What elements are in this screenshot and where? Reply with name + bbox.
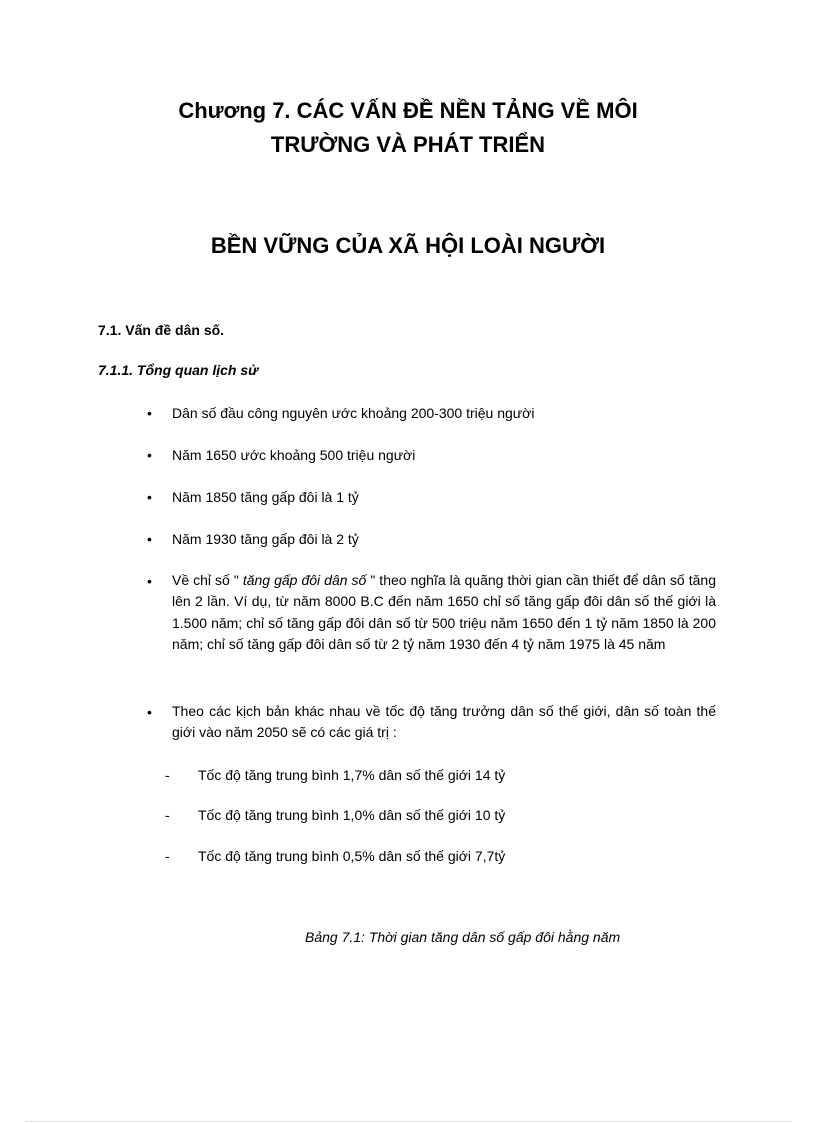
doubling-index-description: " theo nghĩa là quãng thời gian cần thiết để dân số tăng lên 2 lần. Ví dụ, từ năm 8000 B.C đến năm 1650 chỉ số tăng gấp đôi dân số thế giới là 1.500 năm; chỉ số tăng gấp đôi dân số từ 500 triệu năm 1650 đến 1 tỷ năm 1850 là 200 năm; chỉ số tăng gấp đôi dân số từ 2 tỷ năm 1930 đến 4 tỷ năm 1975 là 45 năm (172, 572, 716, 652)
list-item: Năm 1650 ước khoảng 500 triệu người (172, 447, 416, 463)
section-heading: 7.1. Vấn đề dân số. (98, 322, 225, 338)
subsection-heading: 7.1.1. Tổng quan lịch sử (98, 362, 259, 378)
doubling-index-term: tăng gấp đôi dân số (242, 572, 367, 588)
bullet-icon: • (147, 531, 152, 547)
table-caption: Bảng 7.1: Thời gian tăng dân số gấp đôi hằng năm (305, 929, 621, 945)
bullet-icon: • (147, 447, 152, 463)
bullet-icon: • (147, 573, 152, 589)
page-bottom-divider (26, 1121, 792, 1122)
chapter-title-line-3: BỀN VỮNG CỦA XÃ HỘI LOÀI NGƯỜI (210, 233, 606, 258)
bullet-icon: • (147, 704, 152, 720)
chapter-title-line-2: TRƯỜNG VÀ PHÁT TRIỂN (270, 132, 546, 157)
list-item: Dân số đầu công nguyên ước khoảng 200-300 triệu người (172, 405, 535, 421)
scenario-item: Tốc độ tăng trung bình 1,0% dân số thế giới 10 tỷ (198, 807, 506, 823)
dash-marker: - (165, 848, 170, 864)
scenario-item: Tốc độ tăng trung bình 0,5% dân số thế giới 7,7tỷ (198, 848, 506, 864)
list-item (172, 570, 716, 655)
chapter-title-line-1: Chương 7. CÁC VẤN ĐỀ NỀN TẢNG VỀ MÔI (178, 98, 638, 123)
dash-marker: - (165, 807, 170, 823)
scenario-item: Tốc độ tăng trung bình 1,7% dân số thế giới 14 tỷ (198, 767, 506, 783)
bullet-icon: • (147, 489, 152, 505)
list-item: Năm 1850 tăng gấp đôi là 1 tỷ (172, 489, 359, 505)
list-item: Năm 1930 tăng gấp đôi là 2 tỷ (172, 531, 359, 547)
list-item: Theo các kịch bản khác nhau về tốc độ tăng trưởng dân số thế giới, dân số toàn thế giới vào năm 2050 sẽ có các giá trị : (172, 703, 716, 741)
doubling-index-prefix: Về chỉ số " (172, 572, 243, 588)
bullet-icon: • (147, 405, 152, 421)
chapter-title (0, 94, 816, 162)
dash-marker: - (165, 767, 170, 783)
